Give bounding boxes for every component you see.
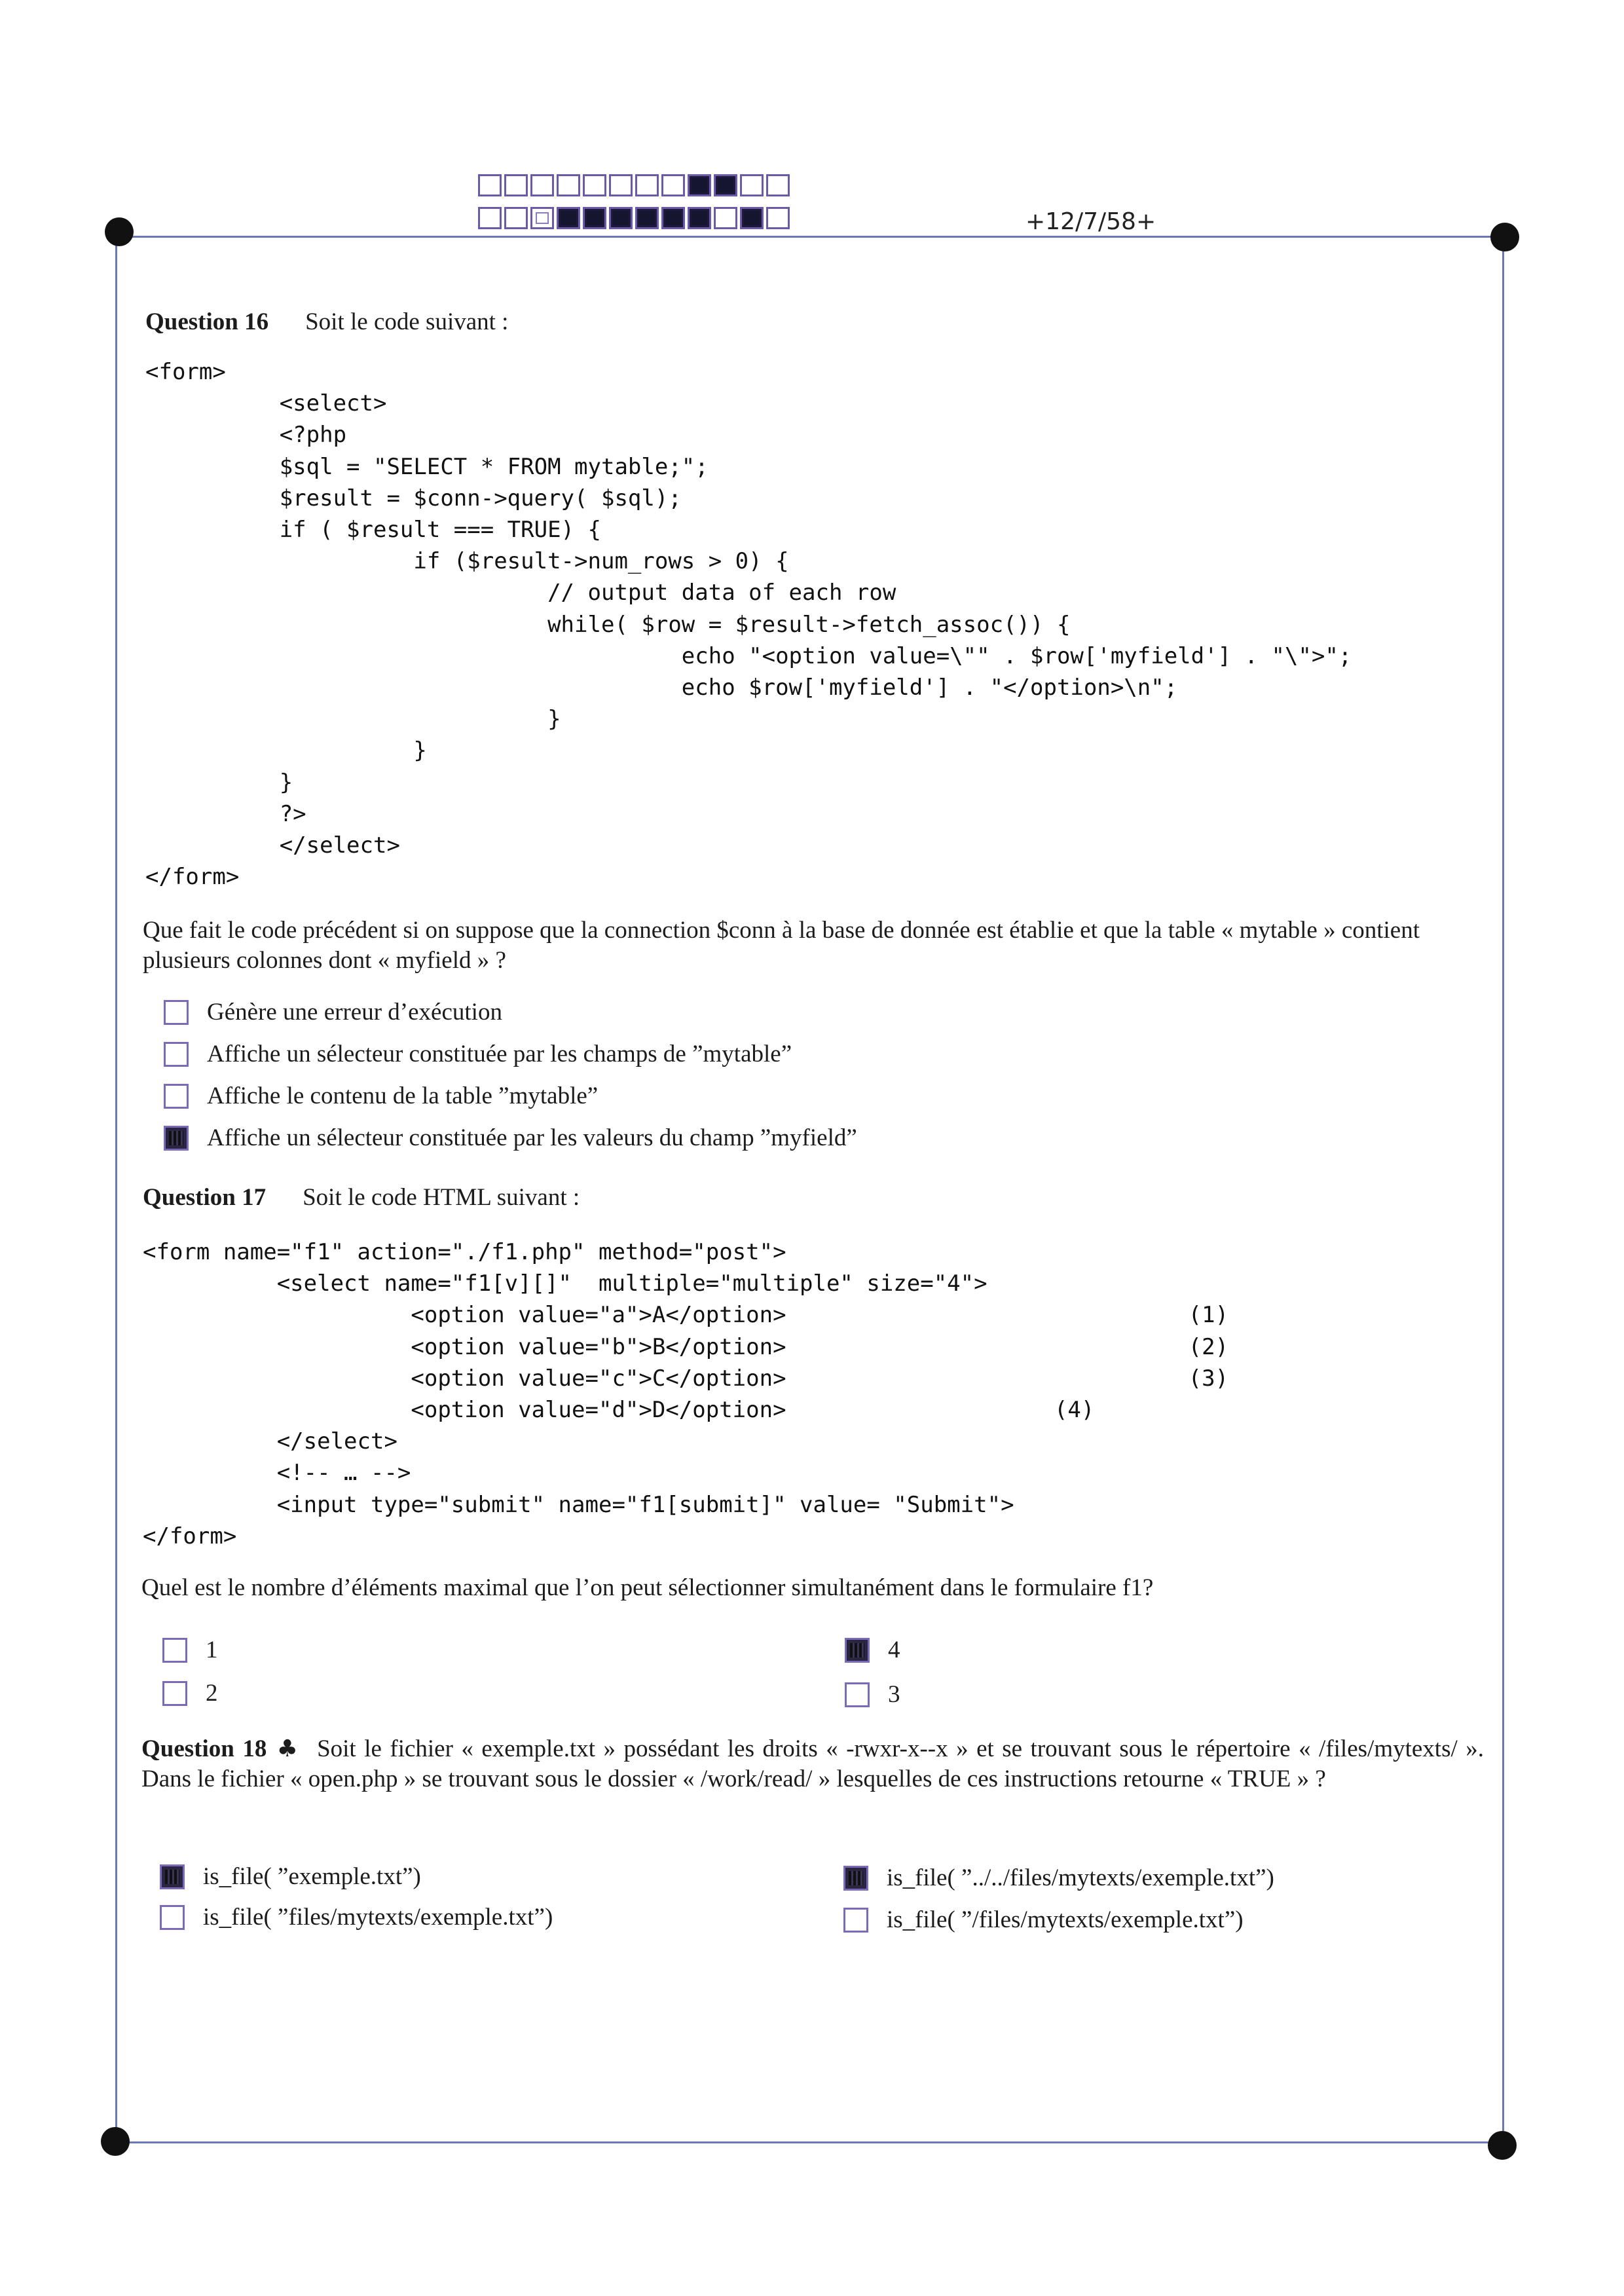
checkbox[interactable] (160, 1905, 185, 1930)
answer-option[interactable] (843, 1906, 1244, 1934)
page-id: +12/7/58+ (1025, 208, 1156, 235)
checkbox-checked[interactable] (845, 1638, 870, 1663)
code-mark-box (766, 207, 790, 229)
question-16-title (145, 308, 508, 336)
question-number: Question 17 (143, 1184, 267, 1211)
code-mark-row-2 (478, 207, 790, 229)
frame-right-line (1502, 237, 1504, 2141)
code-mark-box (661, 174, 685, 196)
code-mark-box (557, 174, 580, 196)
code-mark-box (688, 207, 711, 229)
answer-option[interactable] (162, 1636, 218, 1664)
answer-label: is_file( ”../../files/mytexts/exemple.txt”) (887, 1864, 1274, 1891)
checkbox-checked[interactable] (164, 1126, 189, 1151)
question-16-code: <form> <select> <?php $sql = "SELECT * FROM mytable;"; $result = $conn->query( $sql); if ( $result === TRUE) { if ($result->num_rows > 0) { // output data of each row while( $row = $result->fetch_assoc()) { echo "<option value=\"" . $row['myfield'] . "\">"; echo $row['myfield'] . "</option>\n"; } } } ?> </select> </form> (145, 359, 1352, 891)
answer-label: is_file( ”exemple.txt”) (203, 1863, 421, 1890)
frame-left-line (115, 236, 117, 2141)
checkbox[interactable] (843, 1908, 868, 1933)
corner-marker-bottom-left (101, 2127, 130, 2156)
code-mark-box (478, 174, 502, 196)
frame-bottom-line (114, 2141, 1502, 2143)
corner-marker-bottom-right (1488, 2131, 1517, 2160)
answer-label: 4 (888, 1637, 900, 1663)
corner-marker-top-left (105, 217, 134, 246)
code-mark-box (766, 174, 790, 196)
answer-option[interactable] (843, 1864, 1274, 1892)
checkbox[interactable] (162, 1638, 187, 1663)
checkbox[interactable] (164, 1042, 189, 1067)
answer-option[interactable] (845, 1680, 900, 1709)
code-mark-box (583, 174, 606, 196)
code-mark-box (635, 174, 659, 196)
code-mark-box (661, 207, 685, 229)
code-mark-box (740, 207, 764, 229)
code-mark-box (530, 174, 554, 196)
answer-option[interactable] (160, 1903, 553, 1931)
answer-label: is_file( ”/files/mytexts/exemple.txt”) (887, 1906, 1244, 1933)
answer-option[interactable] (164, 1040, 792, 1068)
answer-label: 3 (888, 1681, 900, 1708)
answer-option[interactable] (164, 1124, 857, 1152)
code-mark-box (583, 207, 606, 229)
code-mark-box (557, 207, 580, 229)
answer-option[interactable] (162, 1679, 218, 1707)
code-mark-box (714, 207, 737, 229)
checkbox[interactable] (845, 1682, 870, 1707)
question-intro: Soit le code HTML suivant : (303, 1184, 580, 1211)
code-mark-box (609, 174, 633, 196)
club-icon: ♣ (274, 1735, 301, 1762)
question-16-prompt: Que fait le code précédent si on suppose que la connection $conn à la base de donnée est établie et que la table « mytable » contient plusieurs colonnes dont « myfield » ? (143, 917, 1420, 974)
answer-option[interactable] (164, 998, 502, 1026)
answer-label: is_file( ”files/mytexts/exemple.txt”) (203, 1904, 553, 1931)
code-mark-box (504, 207, 528, 229)
answer-label: Génère une erreur d’exécution (207, 999, 502, 1026)
code-mark-box (714, 174, 737, 196)
answer-label: Affiche le contenu de la table ”mytable” (207, 1083, 599, 1109)
question-17-prompt: Quel est le nombre d’éléments maximal que l’on peut sélectionner simultanément dans le formulaire f1? (141, 1574, 1154, 1601)
checkbox[interactable] (162, 1681, 187, 1706)
answer-option[interactable] (160, 1862, 421, 1891)
code-mark-box (530, 207, 554, 229)
frame-top-line (120, 236, 1502, 238)
answer-label: 1 (206, 1637, 218, 1663)
question-number: Question 16 (145, 308, 269, 335)
question-number: Question 18 (141, 1735, 267, 1762)
answer-label: Affiche un sélecteur constituée par les valeurs du champ ”myfield” (207, 1124, 857, 1151)
question-intro: Soit le code suivant : (305, 308, 509, 335)
answer-label: 2 (206, 1680, 218, 1707)
code-mark-row-1 (478, 174, 790, 196)
question-17-title (143, 1183, 580, 1212)
question-17-code: <form name="f1" action="./f1.php" method="post"> <select name="f1[v][]" multiple="multiple" size="4"> <option value="a">A</option> (1) <option value="b">B</option> (2) <option value="c">C</option> (3) <option value="d">D</option> (4) </select> <!-- … --> <input type="submit" name="f1[submit]" value= "Submit"> </form> (143, 1239, 1229, 1549)
code-mark-box (688, 174, 711, 196)
checkbox-checked[interactable] (160, 1864, 185, 1889)
answer-label: Affiche un sélecteur constituée par les champs de ”mytable” (207, 1041, 792, 1067)
answer-option[interactable] (845, 1636, 900, 1664)
checkbox[interactable] (164, 1000, 189, 1025)
code-mark-box (609, 207, 633, 229)
code-mark-box (504, 174, 528, 196)
code-mark-box (635, 207, 659, 229)
checkbox[interactable] (164, 1084, 189, 1109)
code-mark-box (740, 174, 764, 196)
checkbox-checked[interactable] (843, 1866, 868, 1891)
question-intro: Soit le fichier « exemple.txt » possédant les droits « -rwxr-x--x » et se trouvant sous le répertoire « /files/mytexts/ ». Dans le fichier « open.php » se trouvant sous le dossier « /work/read/ » lesquelles de ces instructions retourne « TRUE » ? (141, 1735, 1484, 1792)
code-mark-box (478, 207, 502, 229)
answer-option[interactable] (164, 1082, 598, 1110)
question-18-text (141, 1734, 1484, 1794)
corner-marker-top-right (1490, 223, 1519, 251)
